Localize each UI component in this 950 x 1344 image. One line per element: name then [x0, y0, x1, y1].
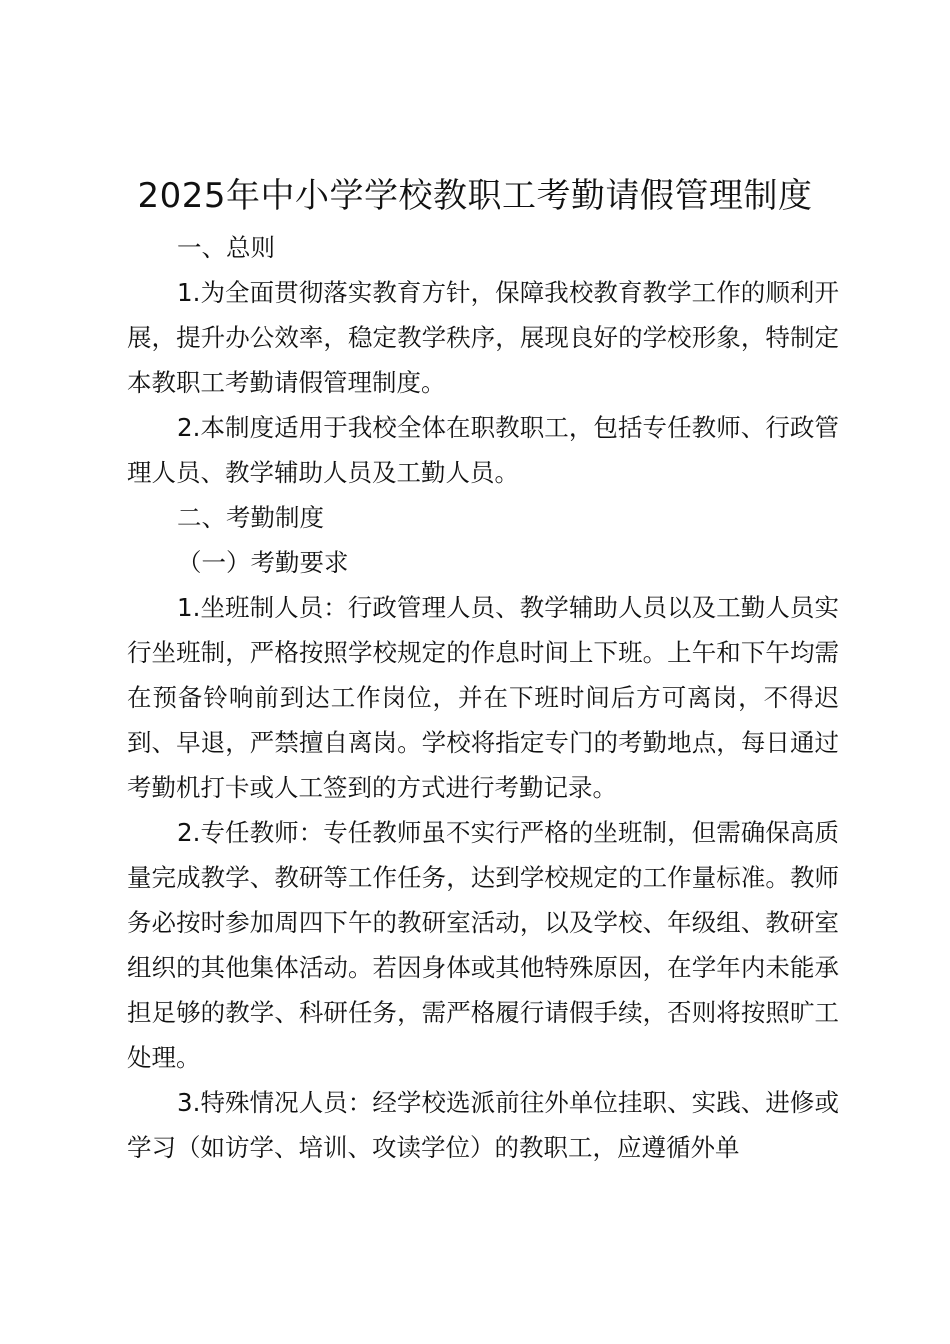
paragraph-purpose: 1.为全面贯彻落实教育方针，保障我校教育教学工作的顺利开展，提升办公效率，稳定教学秩序，展现良好的学校形象，特制定本教职工考勤请假管理制度。 [127, 278, 839, 397]
paragraph-teachers: 2.专任教师：专任教师虽不实行严格的坐班制，但需确保高质量完成教学、教研等工作任务，达到学校规定的工作量标准。教师务必按时参加周四下午的教研室活动，以及学校、年级组、教研室组织的其他集体活动。若因身体或其他特殊原因，在学年内未能承担足够的教学、科研任务，需严格履行请假手续，否则将按照旷工处理。 [127, 818, 839, 1072]
section-heading-general: 一、总则 [177, 233, 275, 262]
paragraph-special-cases: 3.特殊情况人员：经学校选派前往外单位挂职、实践、进修或学习（如访学、培训、攻读学位）的教职工，应遵循外单 [127, 1088, 839, 1162]
document-title: 2025年中小学学校教职工考勤请假管理制度 [137, 176, 813, 216]
paragraph-scope: 2.本制度适用于我校全体在职教职工，包括专任教师、行政管理人员、教学辅助人员及工勤人员。 [127, 413, 839, 487]
paragraph-office-staff: 1.坐班制人员：行政管理人员、教学辅助人员以及工勤人员实行坐班制，严格按照学校规定的作息时间上下班。上午和下午均需在预备铃响前到达工作岗位，并在下班时间后方可离岗，不得迟到、早退，严禁擅自离岗。学校将指定专门的考勤地点，每日通过考勤机打卡或人工签到的方式进行考勤记录。 [127, 593, 839, 802]
document-body [127, 225, 839, 1170]
section-heading-attendance: 二、考勤制度 [177, 503, 324, 532]
subsection-heading-requirements: （一）考勤要求 [177, 548, 349, 577]
